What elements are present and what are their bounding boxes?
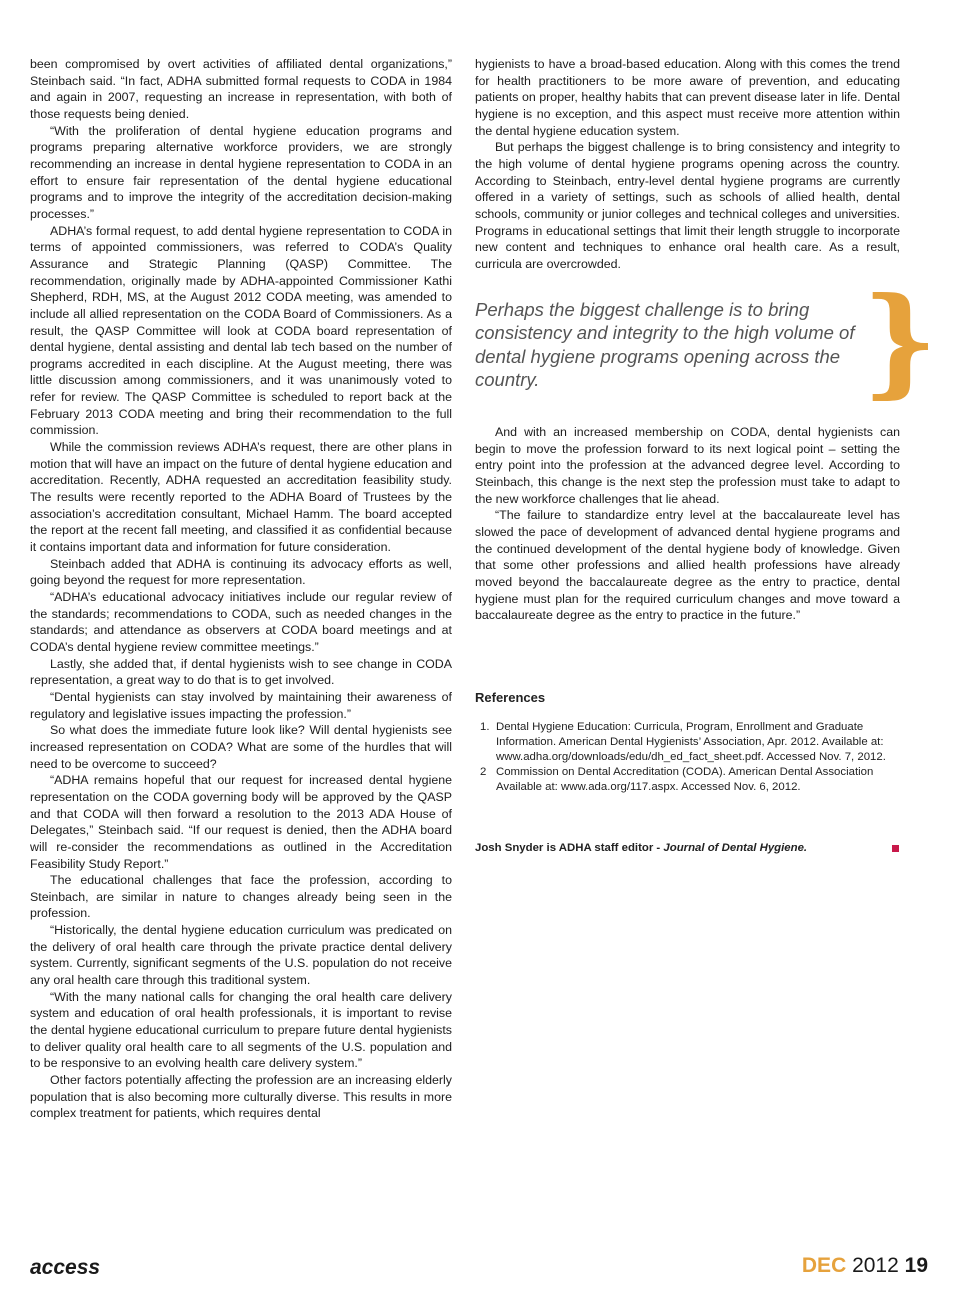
paragraph: While the commission reviews ADHA’s request, there are other plans in motion that will have an impact on the future of dental hygiene education and accreditation. Recently, ADHA requested an accreditation feasibility study. The results were recently reported to the ADHA Board of Trustees by the association’s accreditation consultant, Michael Hamm. The board accepted the report at the recent fall meeting, and classified it as confidential because it contains important data and information for future consideration.	[30, 440, 452, 555]
paragraph: The educational challenges that face the profession, according to Steinbach, are similar in nature to changes already being seen in the profession.	[30, 873, 452, 921]
reference-text: Commission on Dental Accreditation (CODA). American Dental Association Available at: www.ada.org/117.aspx. Accessed Nov. 6, 2012.	[496, 766, 874, 794]
paragraph: “With the proliferation of dental hygiene education programs and programs preparing alternative workforce providers, we are strongly recommending an increase in dental hygiene representation to CODA in an effort to ensure fair representation of the dental hygiene educational programs and to improve the integrity of the accreditation decision-making processes.”	[30, 123, 452, 221]
reference-item	[480, 765, 900, 795]
reference-number: 2	[480, 766, 487, 779]
paragraph: “The failure to standardize entry level at the baccalaureate level has slowed the pace of development of advanced dental hygiene programs and the continued development of the dental hygiene body of knowledge. Given that some other professions and allied health professions have already moved beyond the baccalaureate degree as the entry to practice, dental hygiene must plan for the required curriculum changes and move toward a baccalaureate degree as the entry to practice in the future.”	[475, 508, 900, 623]
references-list	[480, 720, 900, 795]
paragraph: Other factors potentially affecting the profession are an increasing elderly population that is also becoming more culturally diverse. This results in more complex treatment for patients, which requires dental	[30, 1073, 452, 1121]
magazine-name: access	[30, 1256, 101, 1279]
right-column-top	[475, 56, 900, 273]
paragraph: So what does the immediate future look like? Will dental hygienists see increased representation on CODA? What are some of the hurdles that will need to be overcome to succeed?	[30, 723, 452, 771]
paragraph: “With the many national calls for changing the oral health care delivery system and education of oral health professionals, it is important to revise the dental hygiene educational curriculum to prepare future dental hygienists to deliver quality oral health care to all segments of the U.S. population and to be responsive to an evolving health care delivery system.”	[30, 989, 452, 1071]
page-number: 19	[904, 1254, 928, 1277]
paragraph: “ADHA’s educational advocacy initiatives include our regular review of the standards; recommendations to CODA, such as needed changes in the standards; and attendance as observers at CODA board meetings and at CODA’s dental hygiene review committee meetings.”	[30, 590, 452, 654]
issue-month: DEC	[801, 1254, 847, 1277]
reference-item	[480, 720, 900, 765]
paragraph: But perhaps the biggest challenge is to bring consistency and integrity to the high volume of dental hygiene programs opening across the country. According to Steinbach, entry-level dental hygiene programs are currently offered in a variety of settings, such as schools of allied health, dental schools, community or junior colleges and technical colleges and universities. Programs in educational settings that limit their length struggle to incorporate new content and techniques to enhance oral health care. As a result, curricula are overcrowded.	[475, 140, 900, 271]
folio	[802, 1254, 928, 1278]
references-heading: References	[475, 690, 546, 705]
reference-text: Dental Hygiene Education: Curricula, Program, Enrollment and Graduate Information. American Dental Hygienists’ Association, Apr. 2012. Available at: www.adha.org/downloads/edu/dh_ed_fact_sheet.pdf. Accessed Nov. 7, 2012.	[496, 721, 886, 764]
paragraph: Steinbach added that ADHA is continuing its advocacy efforts as well, going beyond the request for more representation.	[30, 556, 452, 588]
author-byline	[475, 842, 807, 854]
paragraph: “Historically, the dental hygiene education curriculum was predicated on the delivery of oral health care through the private practice dental delivery system. Currently, significant segments of the U.S. population do not receive any oral health care through this traditional system.	[30, 923, 452, 988]
paragraph: ADHA’s formal request, to add dental hygiene representation to CODA in terms of appointed commissioners, was referred to CODA’s Quality Assurance and Strategic Planning (QASP) Committee. The recommendation, originally made by ADHA-appointed Commissioner Kathi Shepherd, RDH, MS, at the August 2012 CODA meeting, was amended to include all allied representation on the CODA Board of Commissioners. As a result, the QASP Committee will look at CODA board representation of dental hygiene, dental assisting and dental lab tech based on the number of programs accredited in each discipline. At the August meeting, there was little discussion among commissioners, and it was unanimously voted to refer for review. The QASP Committee is scheduled to report back at the February 2013 CODA meeting and bring their recommendation to the full commission.	[30, 223, 452, 438]
paragraph: Lastly, she added that, if dental hygienists wish to see change in CODA representation, a great way to do that is to get involved.	[30, 656, 452, 688]
issue-year: 2012	[852, 1254, 899, 1277]
paragraph: “ADHA remains hopeful that our request for increased dental hygiene representation on the CODA governing body will be approved by the QASP and that CODA will then forward a resolution to the 2013 ADA House of Delegates,” Steinbach said. “If our request is denied, then the ADHA board will re-consider the recommendations as outlined in the Accreditation Feasibility Study Report.”	[30, 773, 452, 871]
right-column-bottom	[475, 424, 900, 624]
reference-number: 1.	[480, 721, 490, 733]
curly-brace-decoration: }	[862, 271, 938, 410]
paragraph: “Dental hygienists can stay involved by maintaining their awareness of regulatory and legislative issues impacting the profession.”	[30, 689, 452, 721]
left-column	[30, 56, 452, 1122]
paragraph: And with an increased membership on CODA, dental hygienists can begin to move the profession forward to its next logical point – setting the entry point into the profession at the advanced degree level. According to Steinbach, this change is the next step the profession must take to adapt to the new workforce challenges that lie ahead.	[475, 425, 900, 506]
byline-text: Josh Snyder is ADHA staff editor -	[475, 842, 664, 854]
paragraph: been compromised by overt activities of affiliated dental organizations,” Steinbach said. “In fact, ADHA submitted formal requests to CODA in 1984 and again in 2007, requesting an increase in representation, with both of those requests being denied.	[30, 57, 452, 121]
pull-quote: Perhaps the biggest challenge is to bring consistency and integrity to the high volume of dental hygiene programs opening across the country.	[475, 299, 855, 390]
paragraph: hygienists to have a broad-based education. Along with this comes the trend for health practitioners to be more aware of prevention, and educating patients on proper, healthy habits that can prevent disease later in life. Dental hygiene is no exception, and this aspect must receive more attention within the dental hygiene education system.	[475, 57, 900, 138]
byline-publication: Journal of Dental Hygiene.	[663, 842, 808, 854]
end-mark-icon	[892, 845, 899, 852]
